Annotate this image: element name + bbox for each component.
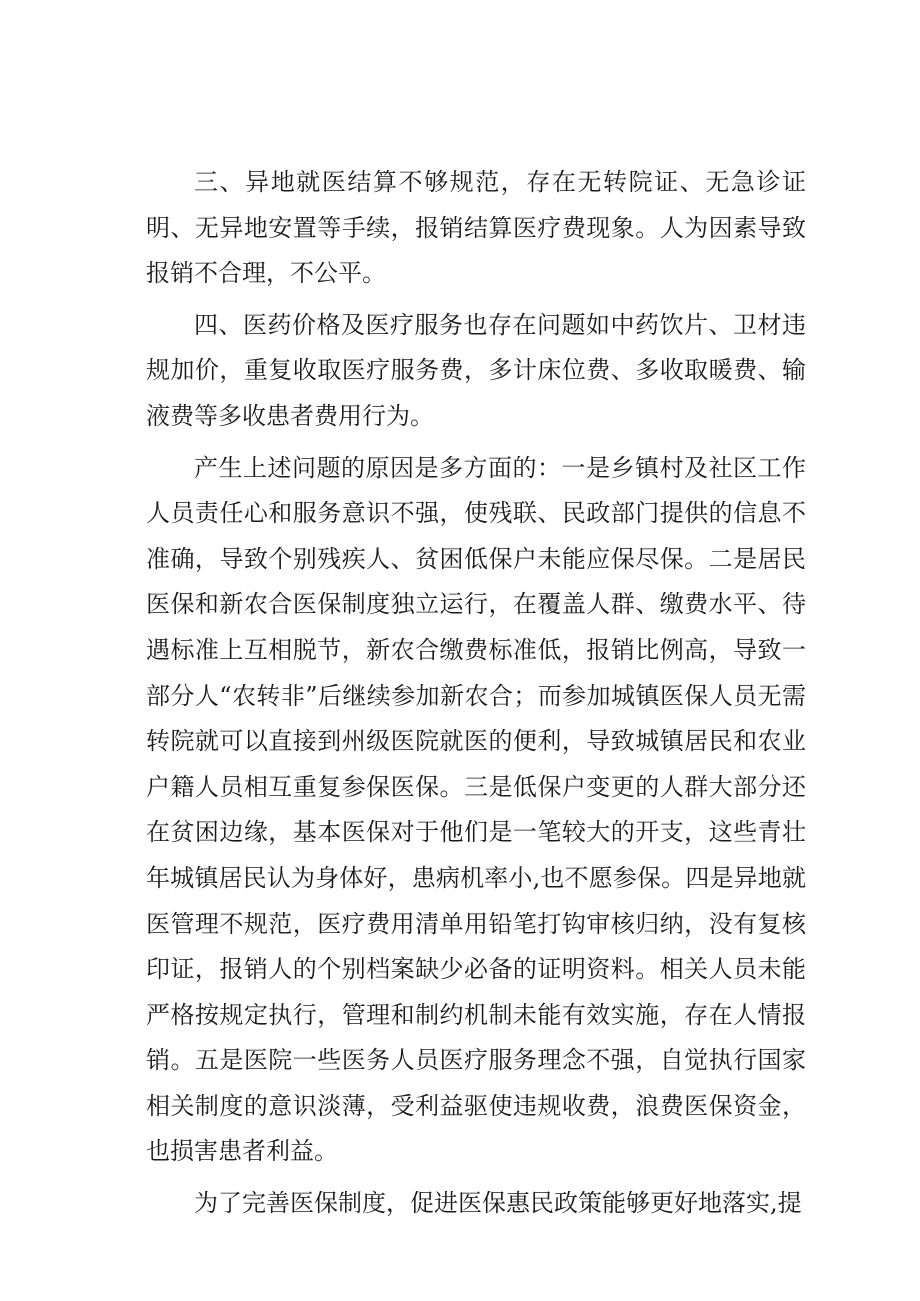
paragraph-drug-pricing: 四、医药价格及医疗服务也存在问题如中药饮片、卫材违规加价，重复收取医疗服务费，多计床位费、多收取暖费、输液费等多收患者费用行为。 bbox=[146, 310, 806, 430]
paragraph-causes: 产生上述问题的原因是多方面的：一是乡镇村及社区工作人员责任心和服务意识不强，使残联、民政部门提供的信息不准确，导致个别残疾人、贫困低保户未能应保尽保。二是居民医保和新农合医保制度独立运行，在覆盖人群、缴费水平、待遇标准上互相脱节，新农合缴费标准低，报销比例高，导致一部分人“农转非”后继续参加新农合；而参加城镇医保人员无需转院就可以直接到州级医院就医的便利，导致城镇居民和农业户籍人员相互重复参保医保。三是低保户变更的人群大部分还在贫困边缘，基本医保对于他们是一笔较大的开支，这些青壮年城镇居民认为身体好，患病机率小,也不愿参保。四是异地就医管理不规范，医疗费用清单用铅笔打钩审核归纳，没有复核印证，报销人的个别档案缺少必备的证明资料。相关人员未能严格按规定执行，管理和制约机制未能有效实施，存在人情报销。五是医院一些医务人员医疗服务理念不强，自觉执行国家相关制度的意识淡薄，受利益驱使违规收费，浪费医保资金，也损害患者利益。 bbox=[146, 453, 806, 1166]
document-body bbox=[146, 160, 806, 1233]
paragraph-improvement: 为了完善医保制度，促进医保惠民政策能够更好地落实,提 bbox=[194, 1189, 802, 1218]
paragraph-remote-settlement: 三、异地就医结算不够规范，存在无转院证、无急诊证明、无异地安置等手续，报销结算医疗费现象。人为因素导致报销不合理，不公平。 bbox=[146, 168, 806, 288]
